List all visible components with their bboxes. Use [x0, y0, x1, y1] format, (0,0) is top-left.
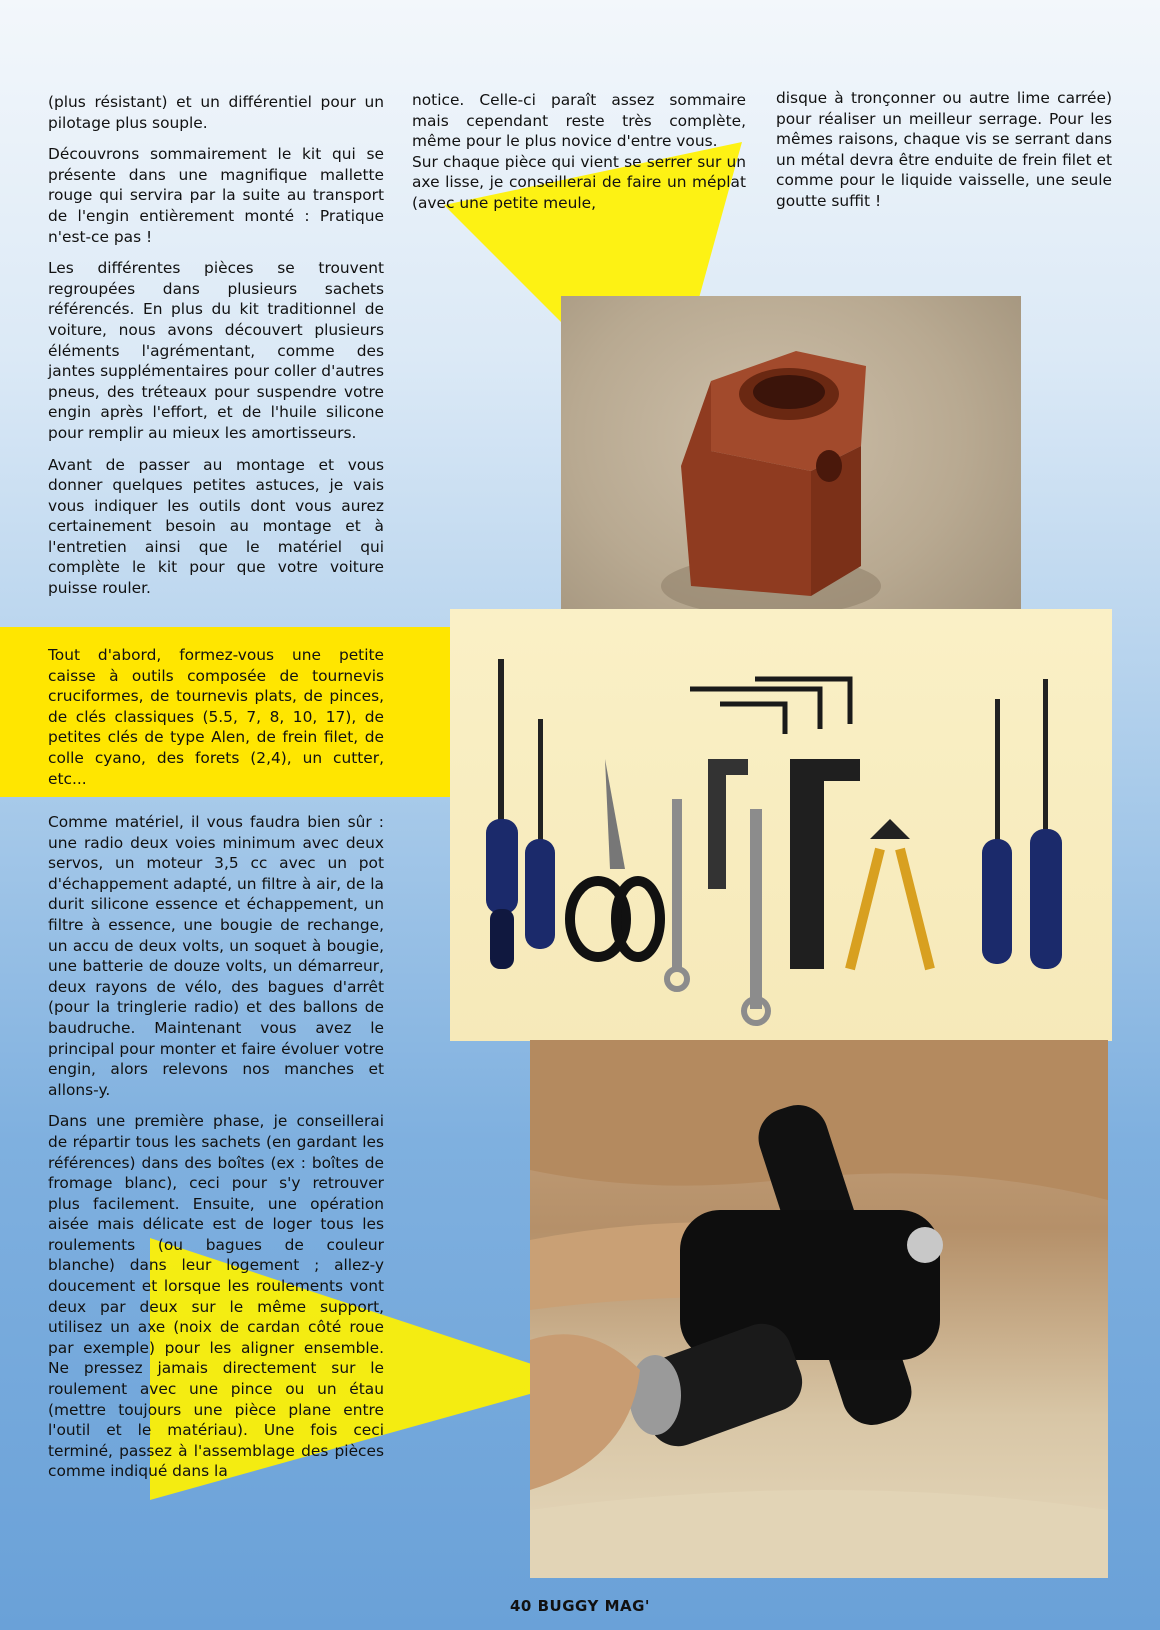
right-column	[776, 88, 1112, 223]
left-column-top	[48, 92, 384, 610]
paragraph: Sur chaque pièce qui vient se serrer sur un axe lisse, je conseillerai de faire un méplat (avec une petite meule,	[412, 152, 746, 212]
paragraph: (plus résistant) et un différentiel pour un pilotage plus souple.	[48, 93, 384, 132]
paragraph: notice. Celle-ci paraît assez sommaire mais cependant reste très complète, même pour le plus novice d'entre vous.	[412, 91, 746, 151]
paragraph: Découvrons sommairement le kit qui se présente dans une magnifique mallette rouge qui servira par la suite au transport de l'engin entièrement monté : Pratique n'est-ce pas !	[48, 145, 384, 246]
photo-machined-part	[561, 296, 1021, 648]
left-column-highlight	[48, 645, 384, 800]
paragraph: disque à tronçonner ou autre lime carrée) pour réaliser un meilleur serrage. Pour les mêmes raisons, chaque vis se serrant dans un métal devra être enduite de frein filet et comme pour le liquide vaisselle, une seule goutte suffit !	[776, 89, 1112, 210]
highlight-paragraph: Tout d'abord, formez-vous une petite caisse à outils composée de tournevis cruciformes, de tournevis plats, de pinces, de clés classiques (5.5, 7, 8, 10, 17), de petites clés de type Alen, de frein filet, de colle cyano, des forets (2,4), un cutter, etc...	[48, 646, 384, 788]
middle-column	[412, 90, 746, 225]
paragraph: Comme matériel, il vous faudra bien sûr : une radio deux voies minimum avec deux servos, un moteur 3,5 cc avec un pot d'échappement adapté, un filtre à air, de la durit silicone essence et échappement, un filtre à essence, une bougie de rechange, un accu de deux volts, un soquet à bougie, une batterie de douze volts, un démarreur, deux rayons de vélo, des bagues d'arrêt (pour la tringlerie radio) et des ballons de baudruche. Maintenant vous avez le principal pour monter et faire évoluer votre engin, alors relevons nos manches et allons-y.	[48, 813, 384, 1099]
paragraph: Avant de passer au montage et vous donner quelques petites astuces, je vais vous indiquer les outils dont vous aurez certainement besoin au montage et à l'entretien ainsi que le matériel qui complète le kit pour que votre voiture puisse rouler.	[48, 455, 384, 598]
paragraph: Dans une première phase, je conseillerai de répartir tous les sachets (en gardant les références) dans des boîtes (ex : boîtes de fromage blanc), ceci pour s'y retrouver plus facilement. Ensuite, une opération aisée mais délicate est de loger tous les roulements (ou bagues de couleur blanche) dans leur logement ; allez-y doucement et lorsque les roulements vont deux par deux sur le même support, utilisez un axe (noix de cardan côté roue par exemple) pour les aligner ensemble. Ne pressez jamais directement sur le roulement avec une pince ou un étau (mettre toujours une pièce plane entre l'outil et le matériau). Une fois ceci terminé, passez à l'assemblage des pièces comme indiqué dans la	[48, 1112, 384, 1481]
paragraph: Les différentes pièces se trouvent regroupées dans plusieurs sachets référencés. En plus du kit traditionnel de voiture, nous avons découvert plusieurs éléments l'agrémentant, comme des jantes supplémentaires pour coller d'autres pneus, des tréteaux pour suspendre votre engin après l'effort, et de l'huile silicone pour remplir au mieux les amortisseurs.	[48, 259, 384, 442]
page-footer: 40 BUGGY MAG'	[509, 1597, 651, 1615]
photo-tools	[450, 609, 1112, 1041]
photo-hand-assembly	[530, 1040, 1108, 1578]
left-column-lower	[48, 812, 384, 1493]
